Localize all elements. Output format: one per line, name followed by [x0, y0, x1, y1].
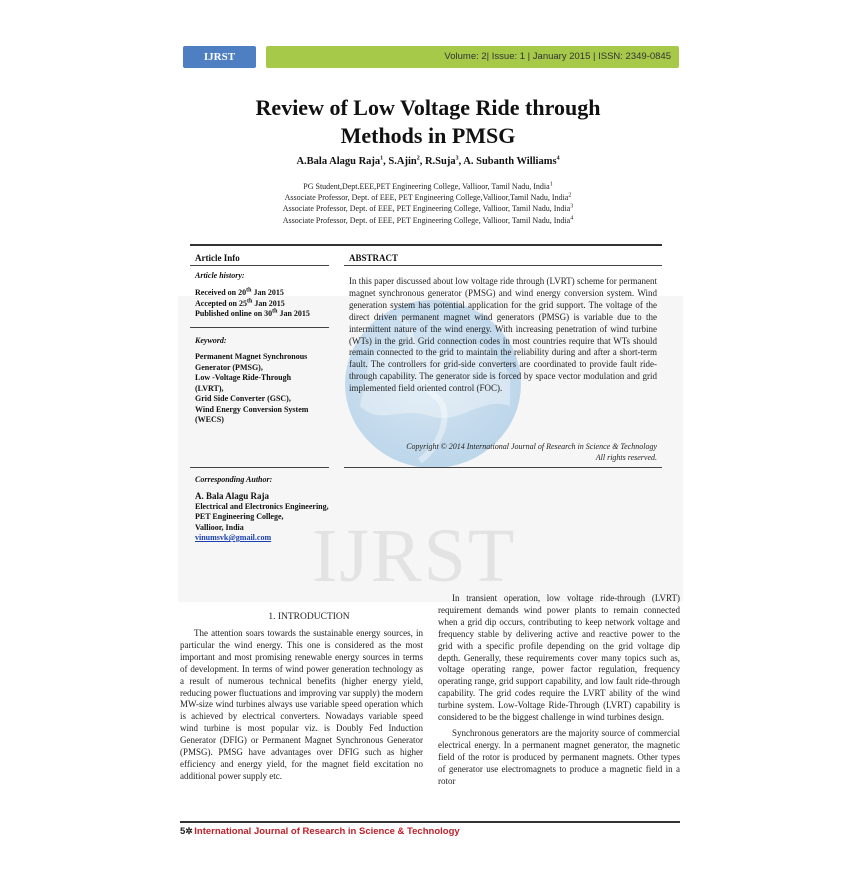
intro-paragraph-1: The attention soars towards the sustainable energy sources, in particular the wind energy. This one is considered as the most important and most promising renewable energy sources in terms of development. In terms of wind power generation technology as a result of numerous technical benefits (higher energy yield, reducing power fluctuations and improving var supply) the modern MW-size wind turbines always use variable speed operation which is achieved by electrical converters. Nowadays variable speed wind turbine is most popular viz. is Doubly Fed Induction Generator (DFIG) or Permanent Magnet Synchronous Generator (PMSG). PMSG have advantages over DFIG such as higher efficiency and energy yield, for the magnet field excitation no additional power supply etc.	[180, 628, 423, 781]
journal-badge: IJRST	[183, 46, 256, 68]
corresponding-author: A. Bala Alagu Raja Electrical and Electronics Engineering, PET Engineering College, Vallioor, India vinumsvk@gmail.com	[195, 491, 329, 542]
corresponding-label: Corresponding Author:	[195, 475, 273, 484]
author-list: A.Bala Alagu Raja$^1$, S.Ajin$^2$, R.Suja$^3$, A. Subanth Williams$^4$	[296, 155, 560, 167]
footer-rule	[180, 821, 680, 823]
section-heading-introduction: 1. INTRODUCTION	[268, 612, 350, 622]
title-line-1: Review of Low Voltage Ride through	[255, 95, 601, 120]
journal-name: International Journal of Research in Science & Technology	[194, 826, 460, 837]
keyword-label: Keyword:	[195, 336, 227, 345]
abstract-bottom-rule	[344, 467, 662, 468]
title-line-2: Methods in PMSG	[340, 123, 516, 148]
info-top-rule	[190, 244, 662, 246]
right-column	[438, 593, 680, 788]
author-3: , R.Suja	[419, 156, 456, 167]
affiliation-2: Associate Professor, Dept. of EEE, PET Engineering College,Vallioor,Tamil Nadu, India$^2$	[284, 192, 572, 203]
page-number: 5	[180, 826, 186, 837]
issue-info: Volume: 2| Issue: 1 | January 2015 | ISSN: 2349-0845	[444, 51, 671, 62]
paper-title	[180, 94, 676, 150]
keywords-rule	[190, 467, 329, 468]
gear-icon: ✲	[185, 826, 193, 836]
article-dates: Received on 20th Jan 2015 Accepted on 25th Jan 2015 Published online on 30th Jan 2015	[195, 287, 310, 318]
intro-paragraph-2: In transient operation, low voltage ride-through (LVRT) requirement demands wind power plants to remain connected when a grid dip occurs, contributing to keep network voltage and frequency stable by delivering active and reactive power to the grid with a specific profile depending on the grid voltage dip depth. Generally, these requirements cover many topics such as, voltage operating range, power factor regulation, frequency operating range, grid support capability, and low fault ride-through capability. The grid codes require the LVRT ability of the wind turbine system. Low-Voltage Ride-Through (LVRT) capability is considered to be the biggest challenge in wind turbines design.	[438, 593, 680, 723]
affiliation-3: Associate Professor, Dept. of EEE, PET Engineering College, Vallioor, Tamil Nadu, India$^3$	[282, 203, 574, 214]
history-label: Article history:	[195, 271, 245, 280]
article-info-heading: Article Info	[195, 253, 240, 263]
author-4: , A. Subanth Williams	[458, 156, 557, 167]
author-email-link[interactable]: vinumsvk@gmail.com	[195, 533, 272, 542]
abstract-heading: ABSTRACT	[349, 253, 399, 263]
keyword-list: Permanent Magnet Synchronous Generator (PMSG), Low -Voltage Ride-Through (LVRT), Grid Side Converter (GSC), Wind Energy Conversion System (WECS)	[195, 352, 309, 424]
abstract-rule	[344, 265, 662, 266]
copyright: Copyright © 2014 International Journal of Research in Science & Technology All rights reserved.	[406, 442, 657, 462]
affiliation-1: PG Student,Dept.EEE,PET Engineering College, Vallioor, Tamil Nadu, India$^1$	[303, 181, 553, 191]
page-footer	[180, 826, 460, 837]
affiliation-4: Associate Professor, Dept. of EEE, PET Engineering College, Vallioor, Tamil Nadu, India$^4$	[282, 214, 574, 225]
affiliations	[180, 181, 676, 226]
intro-paragraph-3: Synchronous generators are the majority source of commercial electrical energy. In a permanent magnet generator, the magnetic field of the rotor is produced by permanent magnets. Other types of generator use electromagnets to produce a magnetic field in a rotor	[438, 727, 680, 786]
abstract-text: In this paper discussed about low voltage ride through (LVRT) scheme for permanent magnet synchronous generator (PMSG) and wind energy conversion system. Wind generation system has potential application for the grid support. The voltage of the direct driven permanent magnet wind generators (PMSG) is variable due to the intermittent nature of the wind energy. With increasing penetration of wind turbine (WTs) in the grid. Grid connection codes in most countries require that WTs should remain connected to the grid to maintain the reliability during and after a short-term fault. The controllers for grid-side converters are coordinated to provide fault ride-through capability. The generator side is forced by space vector modulation and grid implemented field oriented control (FOC).	[349, 276, 657, 394]
watermark-text: IJRST	[312, 514, 517, 598]
author-2: , S.Ajin	[383, 156, 417, 167]
left-column	[180, 628, 423, 783]
article-info-rule	[190, 265, 329, 266]
dates-rule	[190, 327, 329, 328]
author-1: A.Bala Alagu Raja	[296, 156, 381, 167]
issue-bar	[266, 46, 679, 68]
